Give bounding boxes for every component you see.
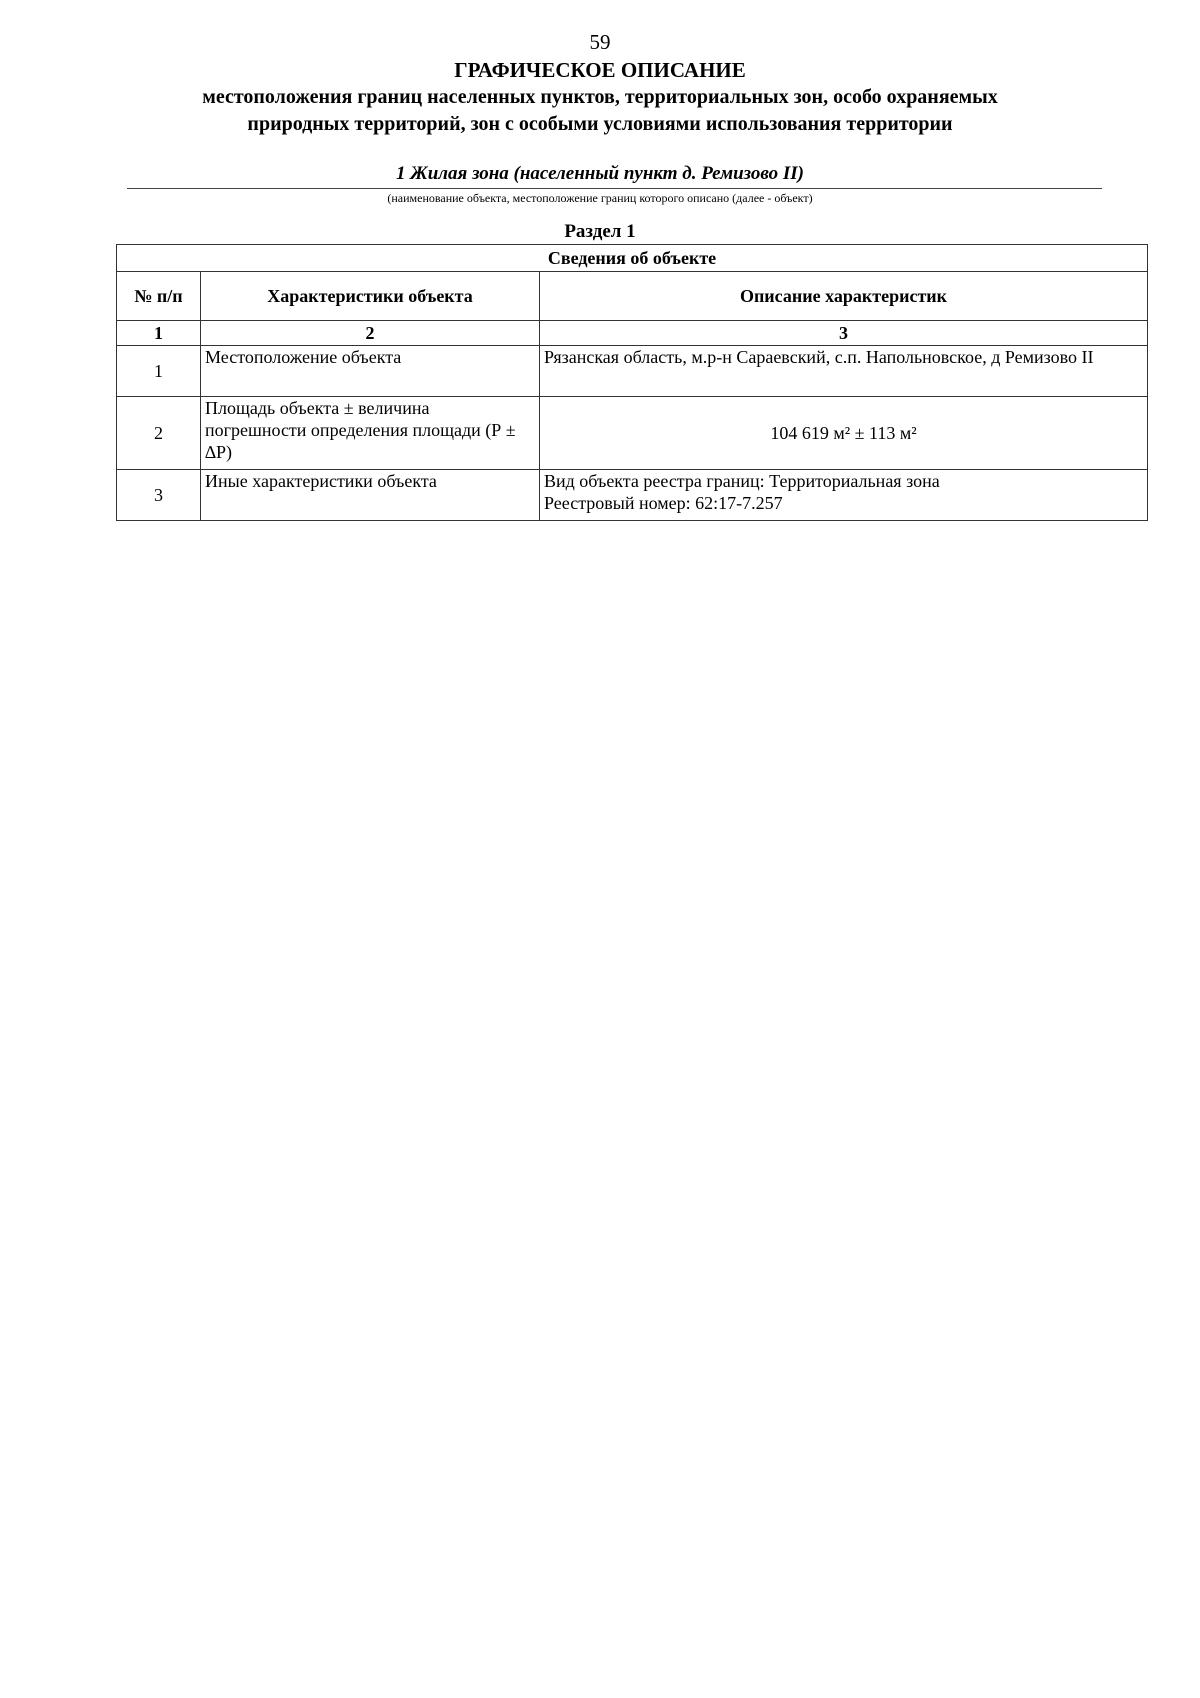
object-name-caption: (наименование объекта, местоположение границ которого описано (далее - объект)	[387, 191, 813, 205]
object-info-table	[116, 244, 1148, 521]
section-title: Раздел 1	[564, 221, 636, 242]
table-caption: Сведения об объекте	[117, 245, 1148, 272]
description-line: Рязанская область, м.р-н Сараевский, с.п. Напольновское, д Ремизово II	[544, 347, 1094, 367]
description-line: Вид объекта реестра границ: Территориальная зона	[544, 471, 940, 491]
row-number: 2	[117, 397, 201, 470]
row-characteristic: Иные характеристики объекта	[201, 470, 540, 521]
header-characteristic: Характеристики объекта	[201, 272, 540, 321]
row-description	[540, 397, 1148, 470]
description-line: Реестровый номер: 62:17-7.257	[544, 493, 783, 513]
object-name: 1 Жилая зона (населенный пункт д. Ремизово II)	[396, 163, 804, 184]
column-number-3: 3	[540, 321, 1148, 346]
table-row	[117, 470, 1148, 521]
table-row	[117, 397, 1148, 470]
column-number-2: 2	[201, 321, 540, 346]
row-characteristic: Местоположение объекта	[201, 346, 540, 397]
row-number: 3	[117, 470, 201, 521]
row-number: 1	[117, 346, 201, 397]
document-subtitle: местоположения границ населенных пунктов, территориальных зон, особо охраняемых природных территорий, зон с особыми условиями использования территории	[202, 86, 998, 135]
row-characteristic: Площадь объекта ± величина погрешности определения площади (Р ± ∆Р)	[201, 397, 540, 470]
header-description: Описание характеристик	[540, 272, 1148, 321]
description-line: 104 619 м² ± 113 м²	[770, 423, 917, 443]
object-name-underline	[127, 188, 1102, 189]
table-row	[117, 346, 1148, 397]
header-number: № п/п	[117, 272, 201, 321]
column-number-1: 1	[117, 321, 201, 346]
page-number: 59	[589, 30, 611, 54]
document-title: ГРАФИЧЕСКОЕ ОПИСАНИЕ	[454, 58, 746, 82]
row-description	[540, 346, 1148, 397]
row-description	[540, 470, 1148, 521]
